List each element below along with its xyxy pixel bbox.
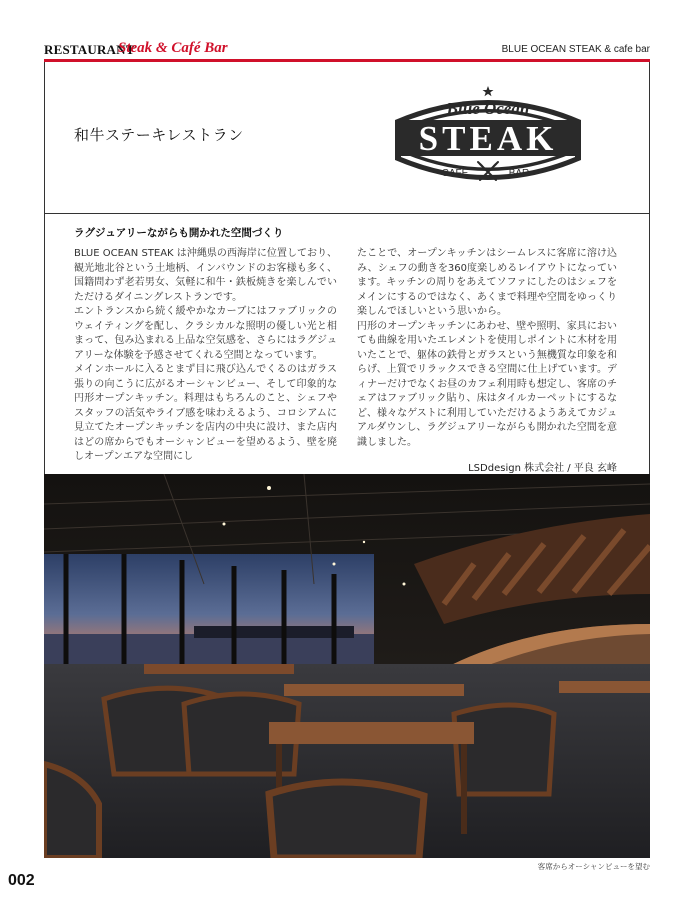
frame-divider [44, 213, 650, 214]
logo-top-text: Blue Ocean [446, 99, 530, 118]
section-label: RESTAURANT [44, 42, 135, 57]
logo-cafe-text: CAFE [441, 168, 469, 179]
author-credit: LSDdesign 株式会社 / 平良 玄峰 [468, 463, 617, 474]
paragraph: 円形のオープンキッチンにあわせ、壁や照明、家具においても曲線を用いたエレメントを使用しポイントに木材を用いたことで、躯体の鉄骨とガラスという無機質な印象を和らげ、上質でリラックスできる空間に仕上げています。ディナーだけでなくお昼のカフェ利用時も想定し、客席のチェアはファブリック貼り、床はタイルカーペットにするなど、様々なゲストに利用していただけるようあえてカジュアルダウンし、ラグジュアリーながらも開かれた空間を意識しました。 [357, 320, 617, 448]
page-title: 和牛ステーキレストラン [74, 126, 244, 144]
restaurant-interior-photo [44, 474, 650, 858]
section-title: Steak & Café Bar [118, 40, 228, 56]
body-column-left [74, 247, 337, 465]
logo-bar-text: BAR [508, 168, 530, 179]
article-lead: ラグジュアリーながらも開かれた空間づくり [74, 227, 284, 239]
page-number: 002 [8, 872, 35, 889]
paragraph: BLUE OCEAN STEAK は沖縄県の西海岸に位置しており、観光地北谷という土地柄、インバウンドのお客様も多く、国籍問わず老若男女、気軽に和牛・鉄板焼きを楽しんでいただけるダイニングレストランです。 [74, 248, 337, 303]
photo-caption: 客席からオーシャンビューを望む [537, 862, 650, 871]
body-column-right [357, 247, 617, 450]
paragraph: メインホールに入るとまず目に飛び込んでくるのはガラス張りの向こうに広がるオーシャンビュー、そして印象的な円形オープンキッチン。料理はもちろんのこと、シェフやスタッフの活気やライブ感を味わえるよう、コロシアムに見立てたオープンキッチンを店内の中央に設け、また店内はどの席からでもオーシャンビューを望めるよう、壁を廃しオープンエアな空間にし [74, 364, 337, 462]
paragraph: エントランスから続く緩やかなカーブにはファブリックのウェイティングを配し、クラシカルな照明の優しい光と相まって、包み込まれる上品な空気感を、さらにはラグジュアリーな体験を予感させてくれる空間となっています。 [74, 306, 337, 361]
logo-main-text: STEAK [418, 119, 558, 158]
paragraph: たことで、オープンキッチンはシームレスに客席に溶け込み、シェフの動きを360度楽しめるレイアウトになっています。キッチンの周りをあえてソファにしたのはシェフをメインにするのではなく、あくまで料理や空間をゆっくり楽しんでほしいという思いから。 [357, 248, 617, 317]
running-title: BLUE OCEAN STEAK & cafe bar [501, 44, 650, 55]
restaurant-logo [385, 80, 591, 196]
